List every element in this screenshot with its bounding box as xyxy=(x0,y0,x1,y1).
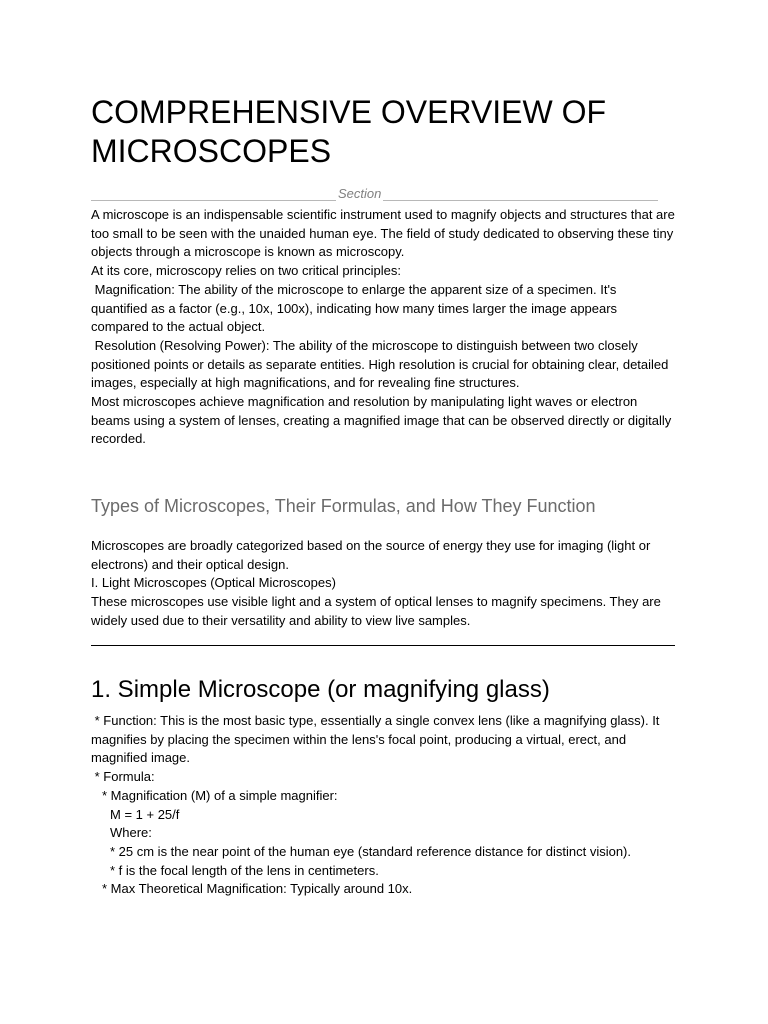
divider-rule-right xyxy=(383,200,658,201)
intro-text xyxy=(91,206,679,449)
simple-microscope-heading: 1. Simple Microscope (or magnifying glass) xyxy=(91,676,550,703)
where-line: Where: xyxy=(110,825,152,841)
intro-paragraph: Resolution (Resolving Power): The ability of the microscope to distinguish between two closely positioned points or details as separate entities. High resolution is crucial for obtaining clear, detailed images, especially at high magnifications, and for revealing fine structures. xyxy=(91,337,673,391)
function-line: * Function: This is the most basic type, essentially a single convex lens (like a magnifying glass). It magnifies by placing the specimen within the lens's focal point, producing a virtual, erect, and magnified image. xyxy=(91,713,664,766)
horizontal-rule xyxy=(91,645,675,646)
section-divider xyxy=(91,186,658,202)
magnification-definition-line: * Magnification (M) of a simple magnifier: xyxy=(102,787,338,803)
types-text xyxy=(91,537,676,631)
max-magnification-line: * Max Theoretical Magnification: Typically around 10x. xyxy=(102,881,413,897)
near-point-line: * 25 cm is the near point of the human eye (standard reference distance for distinct vision). xyxy=(110,843,631,859)
intro-paragraph: A microscope is an indispensable scientific instrument used to magnify objects and structures that are too small to be seen with the unaided human eye. The field of study dedicated to observing these tiny objects through a microscope is known as microscopy. xyxy=(91,207,679,260)
intro-paragraph: Magnification: The ability of the microscope to enlarge the apparent size of a specimen. It's quantified as a factor (e.g., 10x, 100x), indicating how many times larger the image appears compared to the actual object. xyxy=(91,281,621,335)
section-label: Section xyxy=(338,186,382,201)
simple-microscope-text xyxy=(91,712,676,899)
types-paragraph: Microscopes are broadly categorized based on the source of energy they use for imaging (light or electrons) and their optical design. xyxy=(91,538,654,572)
divider-rule-left xyxy=(91,200,336,201)
intro-paragraph: Most microscopes achieve magnification and resolution by manipulating light waves or electron beams using a system of lenses, creating a magnified image that can be observed directly or digitally recorded. xyxy=(91,394,675,447)
document-title: COMPREHENSIVE OVERVIEW OF MICROSCOPES xyxy=(91,94,607,169)
intro-paragraph: At its core, microscopy relies on two critical principles: xyxy=(91,263,401,279)
formula-line: * Formula: xyxy=(91,769,155,785)
focal-length-line: * f is the focal length of the lens in centimeters. xyxy=(110,862,379,878)
types-paragraph: I. Light Microscopes (Optical Microscopes) xyxy=(91,575,336,591)
equation-line: M = 1 + 25/f xyxy=(110,806,180,822)
types-subheading: Types of Microscopes, Their Formulas, and How They Function xyxy=(91,496,596,516)
types-paragraph: These microscopes use visible light and a system of optical lenses to magnify specimens. They are widely used due to their versatility and ability to view live samples. xyxy=(91,594,665,628)
